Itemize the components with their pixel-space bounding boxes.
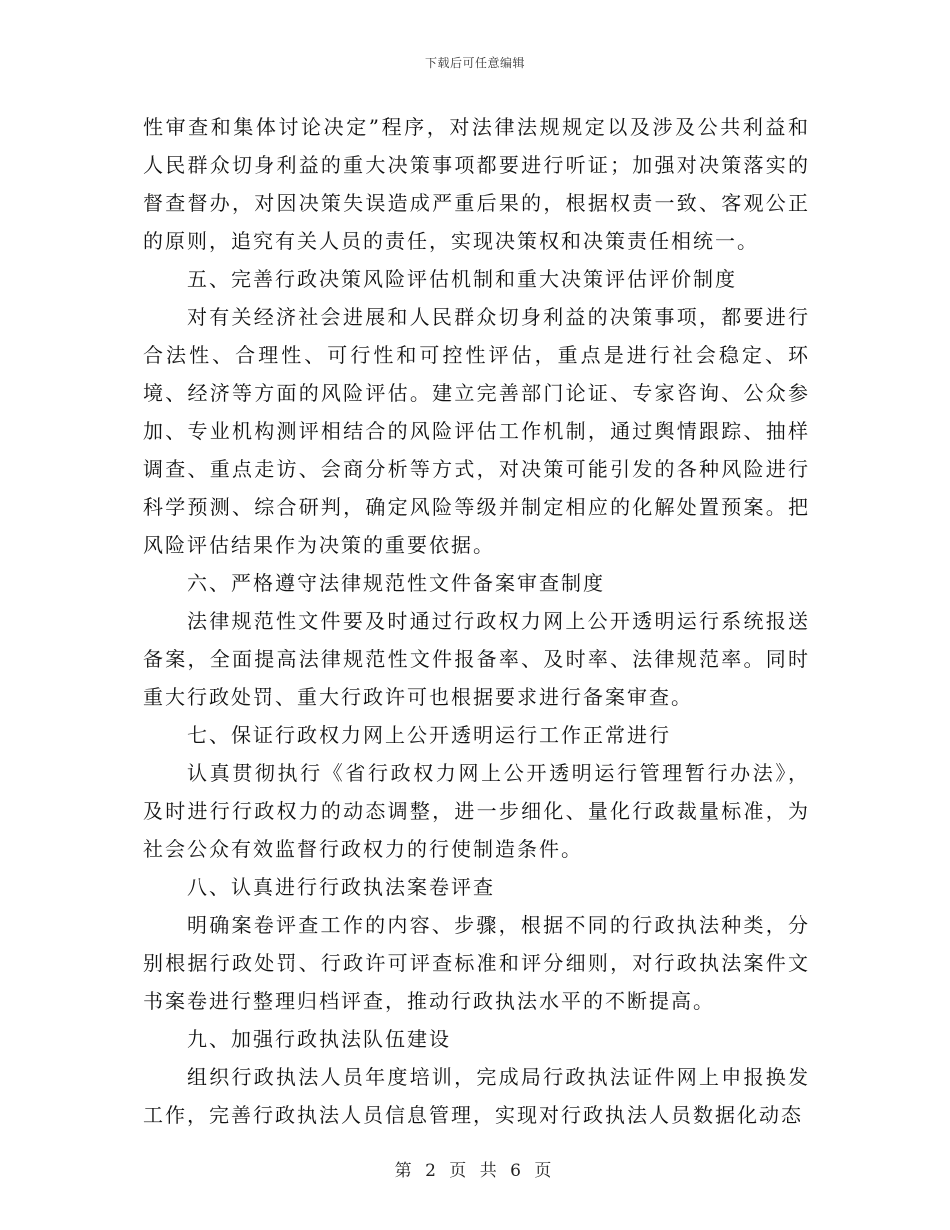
paragraph-risk-assessment: 对有关经济社会进展和人民群众切身利益的决策事项，都要进行合法性、合理性、可行性和可控性评估，重点是进行社会稳定、环境、经济等方面的风险评估。建立完善部门论证、专家咨询、公众参加、专业机构测评相结合的风险评估工作机制，通过舆情跟踪、抽样调查、重点走访、会商分析等方式，对决策可能引发的各种风险进行科学预测、综合研判，确定风险等级并制定相应的化解处置预案。把风险评估结果作为决策的重要依据。	[143, 305, 810, 557]
section-heading-5: 五、完善行政决策风险评估机制和重大决策评估评价制度	[187, 267, 737, 291]
section-heading-8: 八、认真进行行政执法案卷评查	[187, 875, 495, 899]
section-heading-9: 九、加强行政执法队伍建设	[187, 1027, 451, 1051]
paragraph-continued: 性审查和集体讨论决定”程序，对法律法规规定以及涉及公共利益和人民群众切身利益的重大决策事项都要进行听证；加强对决策落实的督查督办，对因决策失误造成严重后果的，根据权责一致、客观公正的原则，追究有关人员的责任，实现决策权和决策责任相统一。	[143, 115, 810, 253]
paragraph-online-transparency: 认真贯彻执行《省行政权力网上公开透明运行管理暂行办法》，及时进行行政权力的动态调整，进一步细化、量化行政裁量标准，为社会公众有效监督行政权力的行使制造条件。	[143, 761, 810, 861]
document-body	[143, 108, 810, 1134]
page-number-footer: 第 2 页 共 6 页	[394, 1161, 556, 1181]
section-heading-7: 七、保证行政权力网上公开透明运行工作正常进行	[187, 723, 671, 747]
page-header-note: 下载后可任意编辑	[424, 56, 525, 70]
paragraph-normative-documents: 法律规范性文件要及时通过行政权力网上公开透明运行系统报送备案，全面提高法律规范性文件报备率、及时率、法律规范率。同时重大行政处罚、重大行政许可也根据要求进行备案审查。	[143, 609, 810, 709]
paragraph-team-building: 组织行政执法人员年度培训，完成局行政执法证件网上申报换发工作，完善行政执法人员信息管理，实现对行政执法人员数据化动态	[143, 1065, 810, 1127]
paragraph-case-review: 明确案卷评查工作的内容、步骤，根据不同的行政执法种类，分别根据行政处罚、行政许可评查标准和评分细则，对行政执法案件文书案卷进行整理归档评查，推动行政执法水平的不断提高。	[143, 913, 810, 1013]
section-heading-6: 六、严格遵守法律规范性文件备案审查制度	[187, 571, 605, 595]
